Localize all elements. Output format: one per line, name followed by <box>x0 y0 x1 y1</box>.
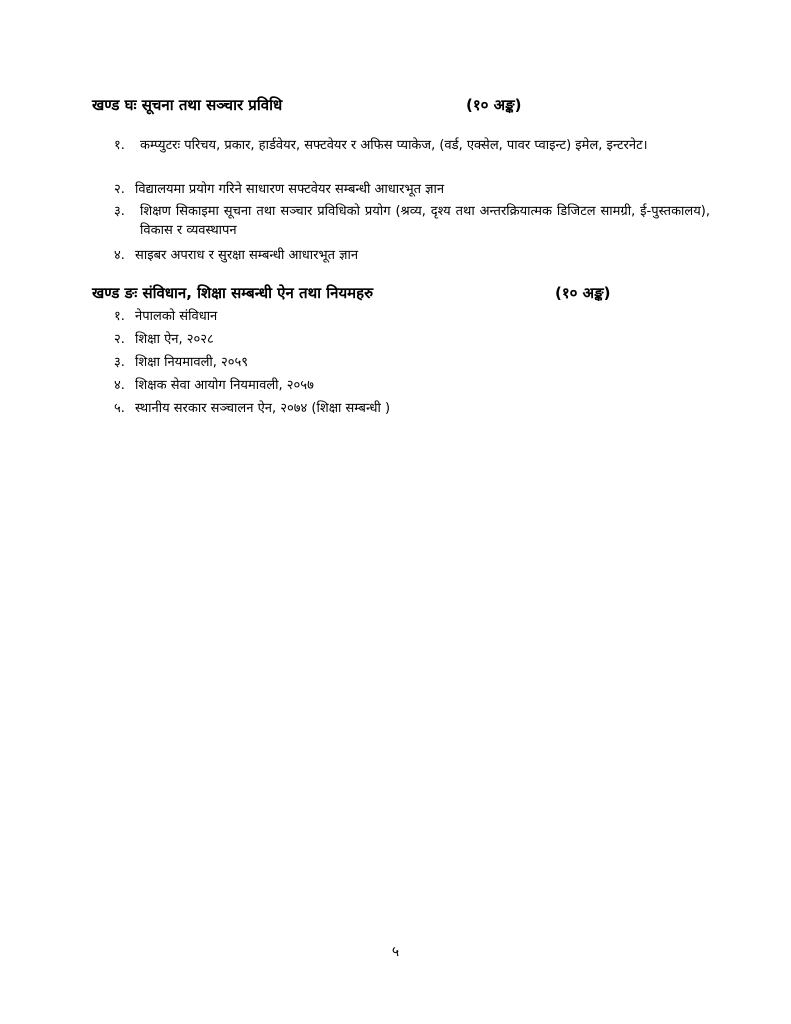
item-text: कम्प्युटरः परिचय, प्रकार, हार्डवेयर, सफ्टवेयर र अफिस प्याकेज, (वर्ड, एक्सेल, पावर प्वाइन्ट) इमेल, इन्टरनेट। <box>140 138 648 153</box>
item-number: ५. <box>114 401 125 416</box>
item-number: २. <box>114 182 125 197</box>
section-nga-marks: (१० अङ्क) <box>555 284 611 302</box>
item-text: नेपालको संविधान <box>135 309 218 324</box>
item-text: शिक्षा ऐन, २०२८ <box>135 332 214 347</box>
section-gha-marks: (१० अङ्क) <box>466 96 522 114</box>
section-gha-item-1 <box>114 136 710 155</box>
section-nga-title: खण्ड ङः संविधान, शिक्षा सम्बन्धी ऐन तथा नियमहरु <box>92 284 374 302</box>
item-number: ४. <box>114 248 125 263</box>
item-text: शिक्षक सेवा आयोग नियमावली, २०५७ <box>135 378 314 393</box>
item-number: ४. <box>114 378 125 393</box>
section-gha-item-2 <box>114 179 444 197</box>
section-nga-item-1 <box>114 306 217 324</box>
item-text: विद्यालयमा प्रयोग गरिने साधारण सफ्टवेयर सम्बन्धी आधारभूत ज्ञान <box>135 182 445 197</box>
page-number: ५ <box>391 944 400 960</box>
item-number: ३. <box>114 355 125 370</box>
section-nga-item-4 <box>114 375 314 393</box>
section-nga-item-3 <box>114 352 248 370</box>
item-number: २. <box>114 332 125 347</box>
item-text: शिक्षा नियमावली, २०५९ <box>135 355 249 370</box>
section-gha-item-4 <box>114 245 358 263</box>
section-nga-item-5 <box>114 398 390 416</box>
section-gha-item-3 <box>114 202 710 240</box>
section-gha-title: खण्ड घः सूचना तथा सञ्चार प्रविधि <box>92 96 283 114</box>
item-text: साइबर अपराध र सुरक्षा सम्बन्धी आधारभूत ज्ञान <box>135 248 359 263</box>
item-number: ३. <box>114 204 125 219</box>
item-number: १. <box>114 309 125 324</box>
item-text: शिक्षण सिकाइमा सूचना तथा सञ्चार प्रविधिको प्रयोग (श्रव्य, दृश्य तथा अन्तरक्रियात्मक डिजिटल सामग्री, ई-पुस्तकालय), विकास र व्यवस्थापन <box>140 204 710 238</box>
section-nga-item-2 <box>114 329 214 347</box>
item-number: १. <box>114 138 125 153</box>
item-text: स्थानीय सरकार सञ्चालन ऐन, २०७४ (शिक्षा सम्बन्धी ) <box>135 401 391 416</box>
